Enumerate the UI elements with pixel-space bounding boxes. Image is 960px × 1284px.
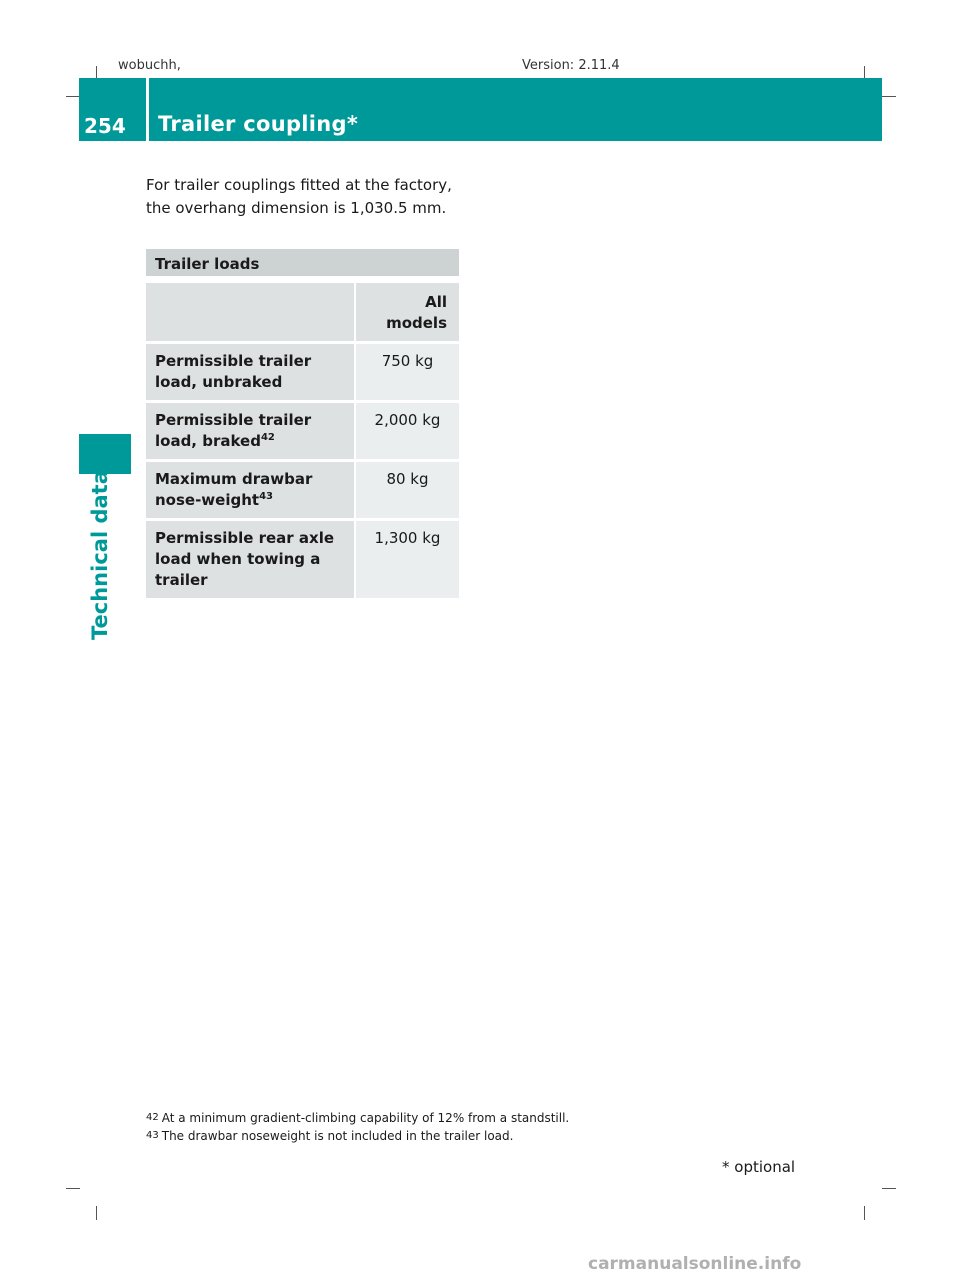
footnote-number: 43: [146, 1130, 159, 1141]
trailer-loads-table: [146, 249, 459, 601]
table-row: [146, 521, 459, 598]
optional-legend: * optional: [722, 1158, 796, 1176]
print-meta-left: wobuchh,: [118, 58, 181, 73]
section-title: Trailer coupling*: [158, 112, 359, 136]
row-value: 750 kg: [356, 344, 459, 400]
side-tab-label: Technical data: [88, 470, 112, 640]
crop-mark: [66, 96, 80, 97]
footnote: [146, 1127, 569, 1145]
footnote: [146, 1109, 569, 1127]
row-label-text: Permissible trailer load, unbraked: [155, 352, 312, 391]
table-column-header: All models: [356, 283, 459, 341]
crop-mark: [882, 1188, 896, 1189]
footnote-ref: 43: [259, 491, 273, 502]
row-label-text: Maximum drawbar nose-weight: [155, 470, 313, 509]
table-row: [146, 403, 459, 459]
table-header-empty: [146, 283, 354, 341]
row-label: [146, 521, 354, 598]
row-value: 1,300 kg: [356, 521, 459, 598]
table-row: [146, 462, 459, 518]
table-caption: Trailer loads: [146, 249, 459, 276]
table-row: [146, 344, 459, 400]
crop-mark: [882, 96, 896, 97]
row-value: 2,000 kg: [356, 403, 459, 459]
footnote-number: 42: [146, 1112, 159, 1123]
crop-mark: [96, 1206, 97, 1220]
row-label-text: Permissible rear axle load when towing a trailer: [155, 529, 335, 589]
row-label-text: Permissible trailer load, braked: [155, 411, 312, 450]
side-tab-marker: [79, 434, 131, 474]
footnote-ref: 42: [260, 432, 275, 443]
footnote-text: At a minimum gradient-climbing capability of 12% from a standstill.: [161, 1111, 570, 1125]
intro-paragraph: For trailer couplings fitted at the factory, the overhang dimension is 1,030.5 mm.: [146, 176, 452, 217]
watermark: carmanualsonline.info: [588, 1254, 802, 1274]
crop-mark: [864, 1206, 865, 1220]
row-label: [146, 403, 354, 459]
row-value: 80 kg: [356, 462, 459, 518]
row-label: [146, 462, 354, 518]
row-label: [146, 344, 354, 400]
header-divider: [146, 78, 149, 141]
print-meta-right: Version: 2.11.4: [522, 58, 620, 73]
page-number: 254: [84, 114, 126, 138]
crop-mark: [66, 1188, 80, 1189]
footnotes: [146, 1109, 569, 1145]
table-header-row: [146, 283, 459, 341]
footnote-text: The drawbar noseweight is not included in the trailer load.: [161, 1129, 514, 1143]
